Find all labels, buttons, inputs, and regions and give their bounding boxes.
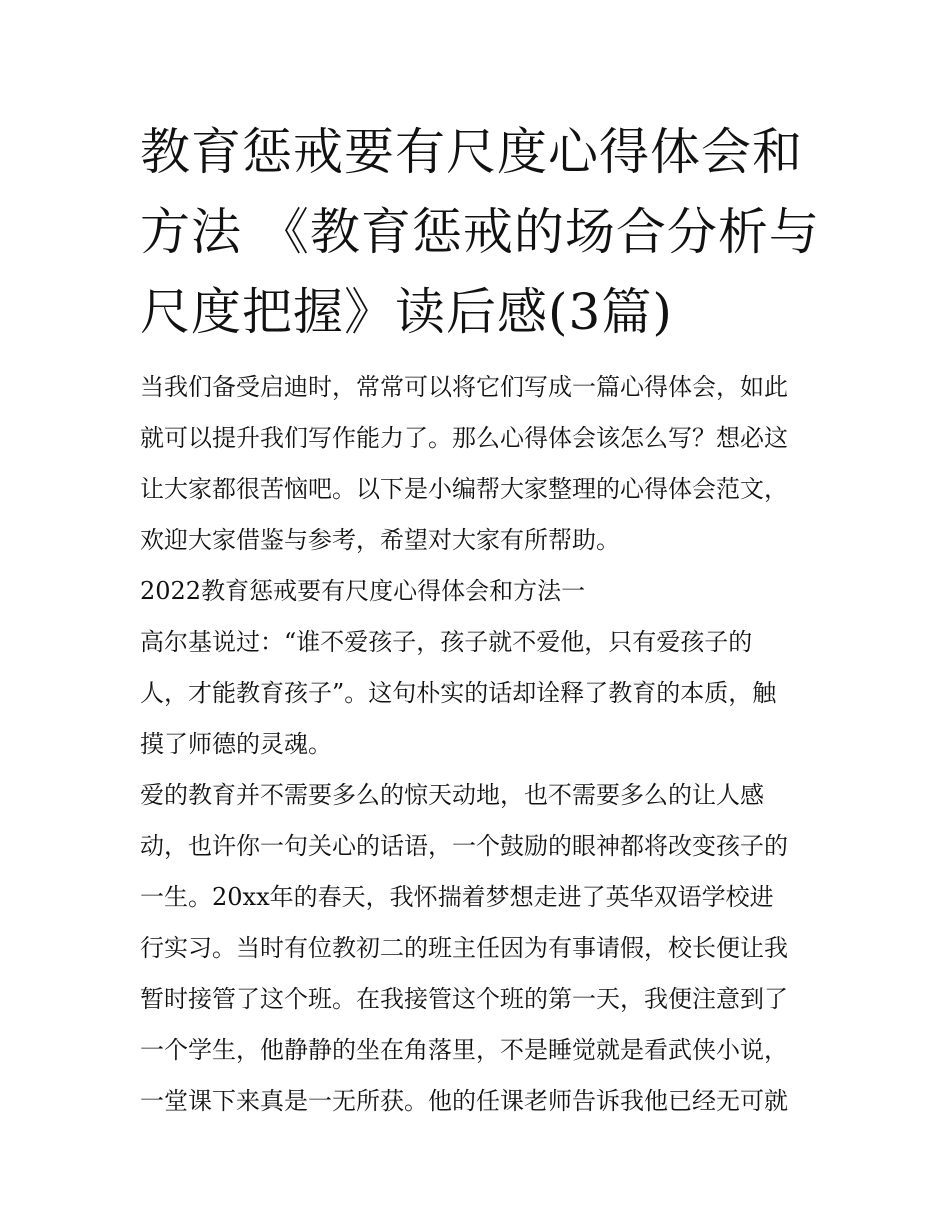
title-line: 尺度把握》读后感(3篇) [140,283,673,341]
title-line: 方法 《教育惩戒的场合分析与 [140,203,820,261]
text-line: 就可以提升我们写作能力了。那么心得体会该怎么写？想必这 [140,424,788,452]
section-heading: 2022教育惩戒要有尺度心得体会和方法一 [140,577,586,605]
text-line: 当我们备受启迪时，常常可以将它们写成一篇心得体会，如此 [140,373,788,401]
document-page [140,112,820,1127]
text-line: 一生。20xx年的春天，我怀揣着梦想走进了英华双语学校进 [140,883,774,911]
text-line: 让大家都很苦恼吧。以下是小编帮大家整理的心得体会范文， [140,475,788,503]
text-line: 高尔基说过：“谁不爱孩子，孩子就不爱他，只有爱孩子的 [140,628,753,656]
document-title [140,112,820,352]
text-line: 一堂课下来真是一无所获。他的任课老师告诉我他已经无可就 [140,1087,788,1115]
intro-paragraph [140,362,820,566]
text-line: 暂时接管了这个班。在我接管这个班的第一天，我便注意到了 [140,985,788,1013]
text-line: 爱的教育并不需要多么的惊天动地，也不需要多么的让人感 [140,781,764,809]
text-line: 行实习。当时有位教初二的班主任因为有事请假，校长便让我 [140,934,788,962]
title-line: 教育惩戒要有尺度心得体会和 [140,123,803,181]
text-line: 人，才能教育孩子”。这句朴实的话却诠释了教育的本质，触 [140,679,777,707]
text-line: 动，也许你一句关心的话语，一个鼓励的眼神都将改变孩子的 [140,832,788,860]
text-line: 一个学生，他静静的坐在角落里，不是睡觉就是看武侠小说， [140,1036,788,1064]
text-line: 欢迎大家借鉴与参考，希望对大家有所帮助。 [140,526,620,554]
paragraph-gorky-quote [140,617,820,770]
paragraph-love-education [140,770,820,1127]
text-line: 摸了师德的灵魂。 [140,730,332,758]
